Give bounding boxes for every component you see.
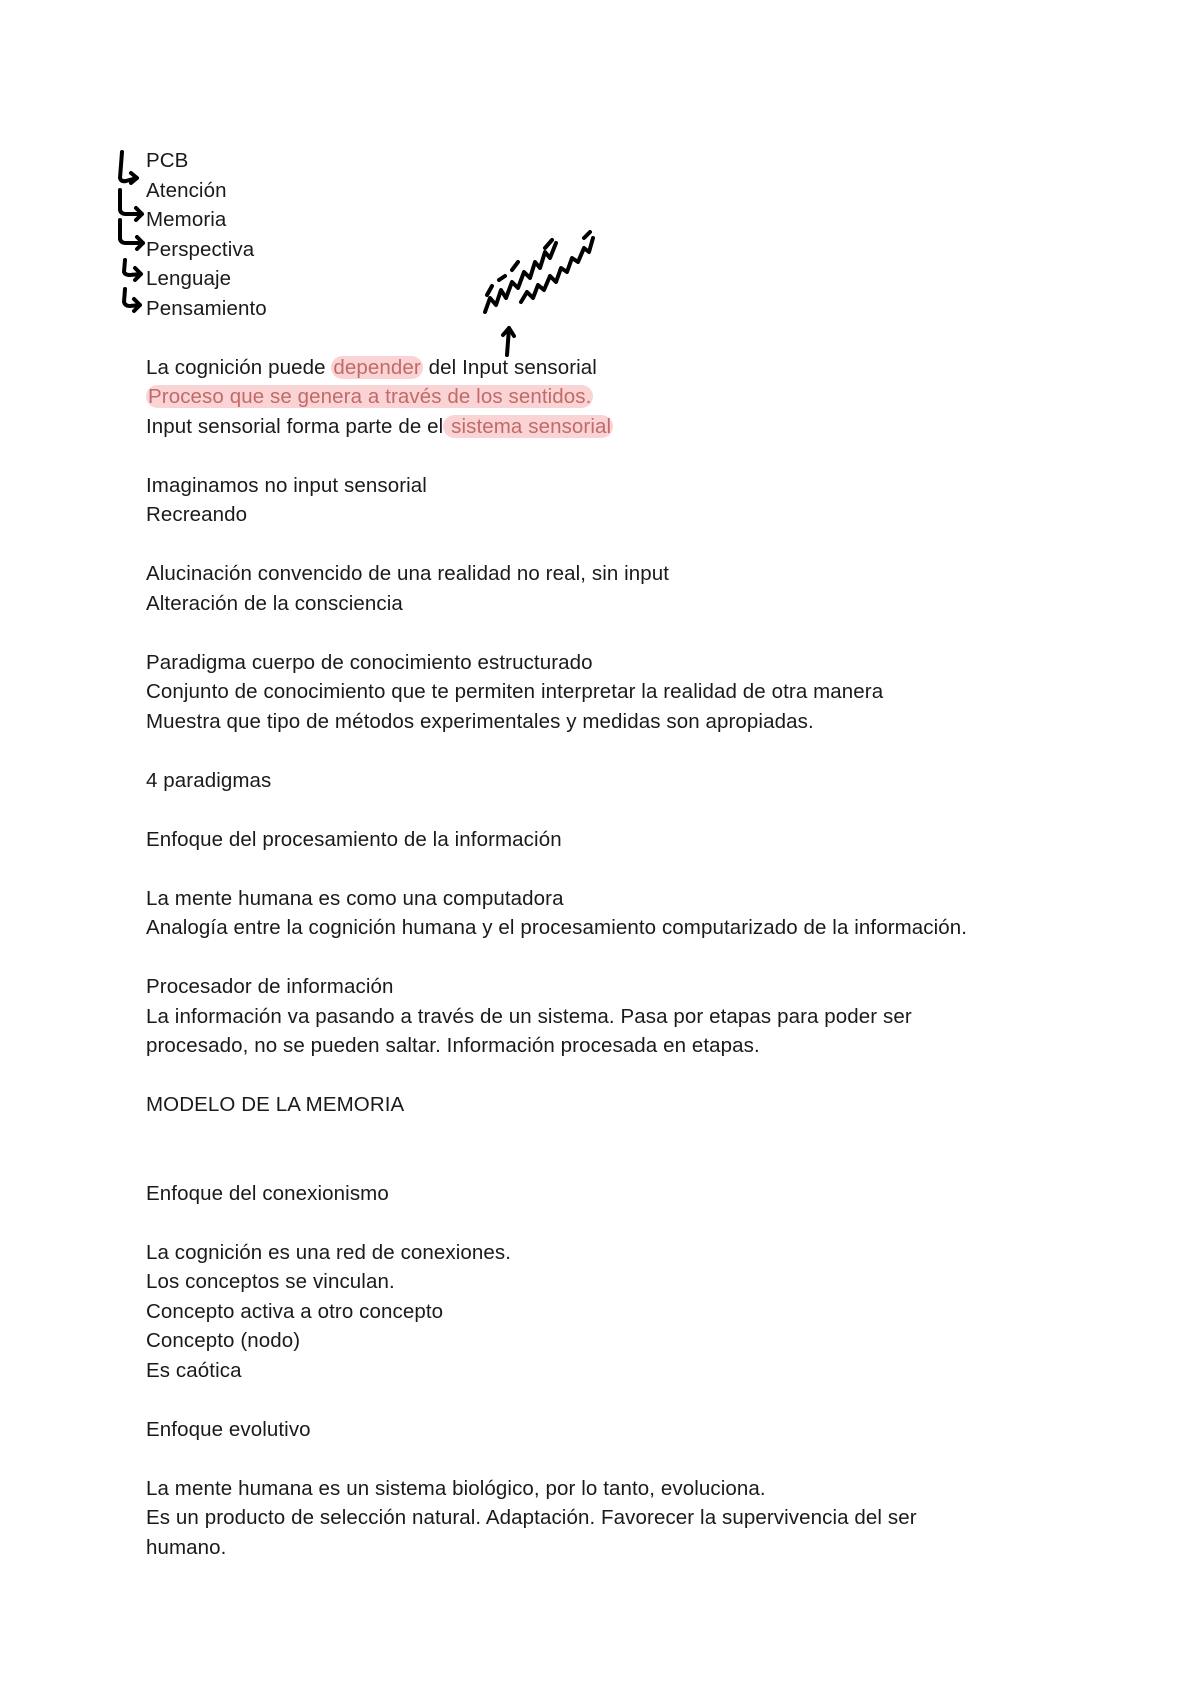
imagine-line-1: Imaginamos no input sensorial xyxy=(146,473,427,497)
imagine-line-2: Recreando xyxy=(146,503,248,526)
connectionism-line-3: Concepto activa a otro concepto xyxy=(146,1299,444,1323)
blank-line xyxy=(146,441,1146,471)
processor-line-1: Procesador de información xyxy=(146,975,394,998)
highlighted-text: Proceso que se genera a través de los sentidos. xyxy=(148,385,592,408)
paradigm-line-2: Conjunto de conocimiento que te permiten interpretar la realidad de otra manera xyxy=(146,680,884,703)
outline-item-atencion: Atención xyxy=(146,178,227,202)
hook-arrow-icon xyxy=(120,220,143,249)
blank-line xyxy=(146,1444,1146,1474)
cognition-line-1 xyxy=(146,353,1146,383)
blank-line xyxy=(146,1385,1146,1415)
text-span: del Input sensorial xyxy=(422,355,597,379)
cognition-line-2 xyxy=(146,382,1146,412)
blank-line xyxy=(146,1061,1146,1091)
blank-line xyxy=(146,530,1146,560)
connectionism-line-4: Concepto (nodo) xyxy=(146,1329,301,1352)
evolutionary-heading: Enfoque evolutivo xyxy=(146,1417,311,1441)
highlighted-text: sistema sensorial xyxy=(445,414,612,438)
evolutionary-line-1: La mente humana es un sistema biológico, por lo tanto, evoluciona. xyxy=(146,1476,766,1500)
blank-line xyxy=(146,323,1146,353)
processor-line-3: procesado, no se pueden saltar. Información procesada en etapas. xyxy=(146,1034,760,1057)
text-span: La cognición puede xyxy=(146,355,332,379)
text-span: Input sensorial forma parte de el xyxy=(146,414,444,438)
four-paradigms: 4 paradigmas xyxy=(146,768,272,792)
info-line-2: Analogía entre la cognición humana y el procesamiento computarizado de la información. xyxy=(146,916,968,939)
outline-item-lenguaje: Lenguaje xyxy=(146,267,232,290)
paradigm-line-1: Paradigma cuerpo de conocimiento estructurado xyxy=(146,650,593,674)
blank-line xyxy=(146,943,1146,973)
paradigm-line-3: Muestra que tipo de métodos experimentales y medidas son apropiadas. xyxy=(146,709,814,733)
blank-line xyxy=(146,1149,1146,1179)
connectionism-line-1: La cognición es una red de conexiones. xyxy=(146,1240,512,1264)
hook-arrow-icon xyxy=(120,152,137,183)
evolutionary-line-2: Es un producto de selección natural. Adaptación. Favorecer la supervivencia del ser xyxy=(146,1506,917,1529)
notes-body xyxy=(146,146,1146,1562)
hallucination-line-2: Alteración de la consciencia xyxy=(146,591,403,615)
info-processing-heading: Enfoque del procesamiento de la información xyxy=(146,827,562,851)
hallucination-line-1: Alucinación convencido de una realidad no real, sin input xyxy=(146,562,670,585)
highlighted-text: depender xyxy=(333,355,421,379)
outline-item-memoria: Memoria xyxy=(146,208,227,231)
blank-line xyxy=(146,795,1146,825)
outline-item-pensamiento: Pensamiento xyxy=(146,296,267,320)
connectionism-line-5: Es caótica xyxy=(146,1358,242,1382)
outline-item-pcb: PCB xyxy=(146,149,189,172)
hook-arrow-icon xyxy=(120,190,142,220)
processor-line-2: La información va pasando a través de un sistema. Pasa por etapas para poder ser xyxy=(146,1004,912,1028)
memory-model-heading: MODELO DE LA MEMORIA xyxy=(146,1093,405,1116)
blank-line xyxy=(146,1120,1146,1150)
blank-line xyxy=(146,1208,1146,1238)
connectionism-heading: Enfoque del conexionismo xyxy=(146,1181,389,1205)
connectionism-line-2: Los conceptos se vinculan. xyxy=(146,1270,395,1293)
outline-item-perspectiva: Perspectiva xyxy=(146,237,255,261)
hook-arrow-icon xyxy=(124,289,140,311)
hook-arrow-icon xyxy=(124,260,141,280)
blank-line xyxy=(146,736,1146,766)
blank-line xyxy=(146,618,1146,648)
cognition-line-3 xyxy=(146,412,1146,442)
evolutionary-line-3: humano. xyxy=(146,1535,227,1559)
info-line-1: La mente humana es como una computadora xyxy=(146,886,564,910)
blank-line xyxy=(146,854,1146,884)
